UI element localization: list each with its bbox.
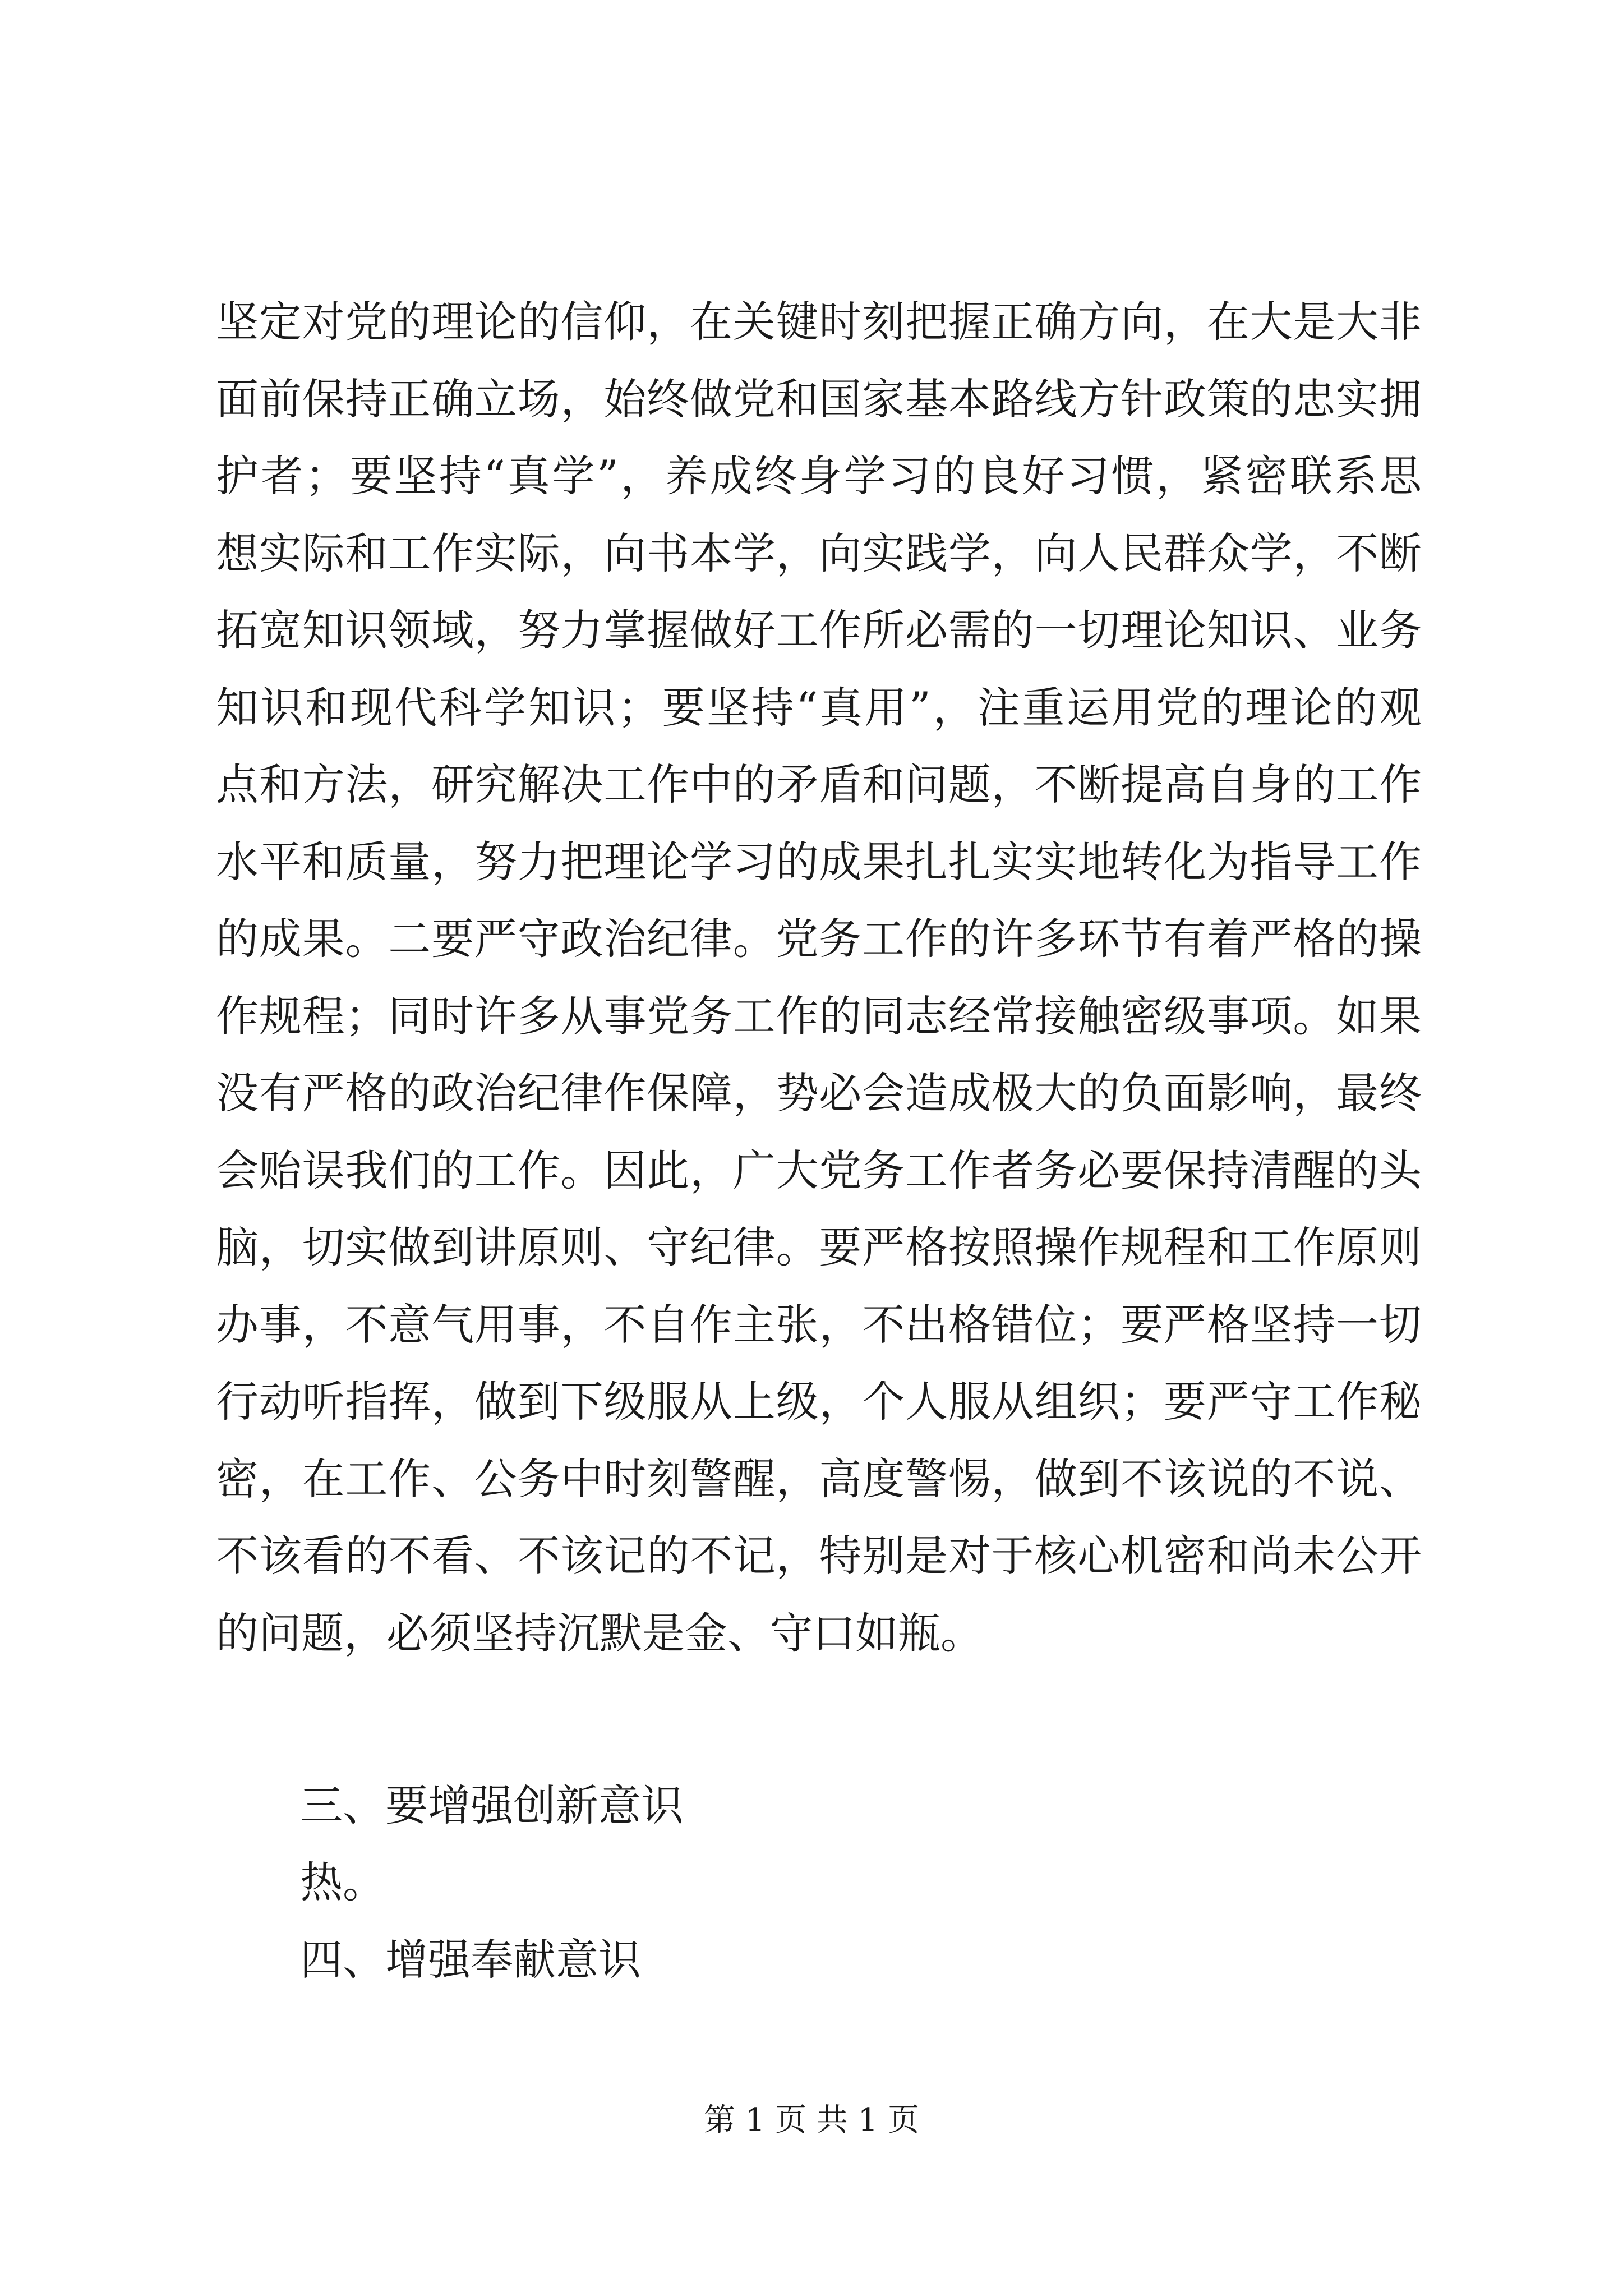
body-line: 不该看的不看、不该记的不记，特别是对于核心机密和尚未公开 [216,1531,1422,1581]
page-number-footer: 第 1 页 共 1 页 [703,2102,920,2138]
body-line: 点和方法，研究解决工作中的矛盾和问题，不断提高自身的工作 [216,760,1422,809]
body-line: 水平和质量，努力把理论学习的成果扎扎实实地转化为指导工作 [216,836,1422,887]
body-line: 会贻误我们的工作。因此，广大党务工作者务必要保持清醒的头 [216,1145,1422,1195]
body-line: 拓宽知识领域，努力掌握做好工作所必需的一切理论知识、业务 [216,605,1422,655]
text-fragment: 热。 [300,1857,385,1907]
section-heading-3: 三、要增强创新意识 [300,1780,684,1830]
section-heading-4: 四、增强奉献意识 [300,1935,641,1985]
body-line: 脑，切实做到讲原则、守纪律。要严格按照操作规程和工作原则 [216,1222,1422,1272]
body-line: 没有严格的政治纪律作保障，势必会造成极大的负面影响，最终 [216,1068,1422,1118]
body-line: 护者；要坚持“真学”，养成终身学习的良好习惯，紧密联系思 [216,451,1422,501]
body-line: 坚定对党的理论的信仰，在关键时刻把握正确方向，在大是大非 [216,297,1422,347]
body-line: 密，在工作、公务中时刻警醒，高度警惕，做到不该说的不说、 [216,1453,1422,1504]
body-line: 的问题，必须坚持沉默是金、守口如瓶。 [216,1608,983,1658]
body-line: 知识和现代科学知识；要坚持“真用”，注重运用党的理论的观 [216,682,1422,733]
body-line: 办事，不意气用事，不自作主张，不出格错位；要严格坚持一切 [216,1299,1422,1350]
body-line: 想实际和工作实际，向书本学，向实践学，向人民群众学，不断 [216,528,1422,578]
body-paragraph [216,283,1422,1672]
body-line: 的成果。二要严守政治纪律。党务工作的许多环节有着严格的操 [216,914,1422,964]
body-line: 作规程；同时许多从事党务工作的同志经常接触密级事项。如果 [216,991,1422,1041]
body-line: 面前保持正确立场，始终做党和国家基本路线方针政策的忠实拥 [216,374,1422,424]
body-line: 行动听指挥，做到下级服从上级，个人服从组织；要严守工作秘 [216,1377,1422,1427]
